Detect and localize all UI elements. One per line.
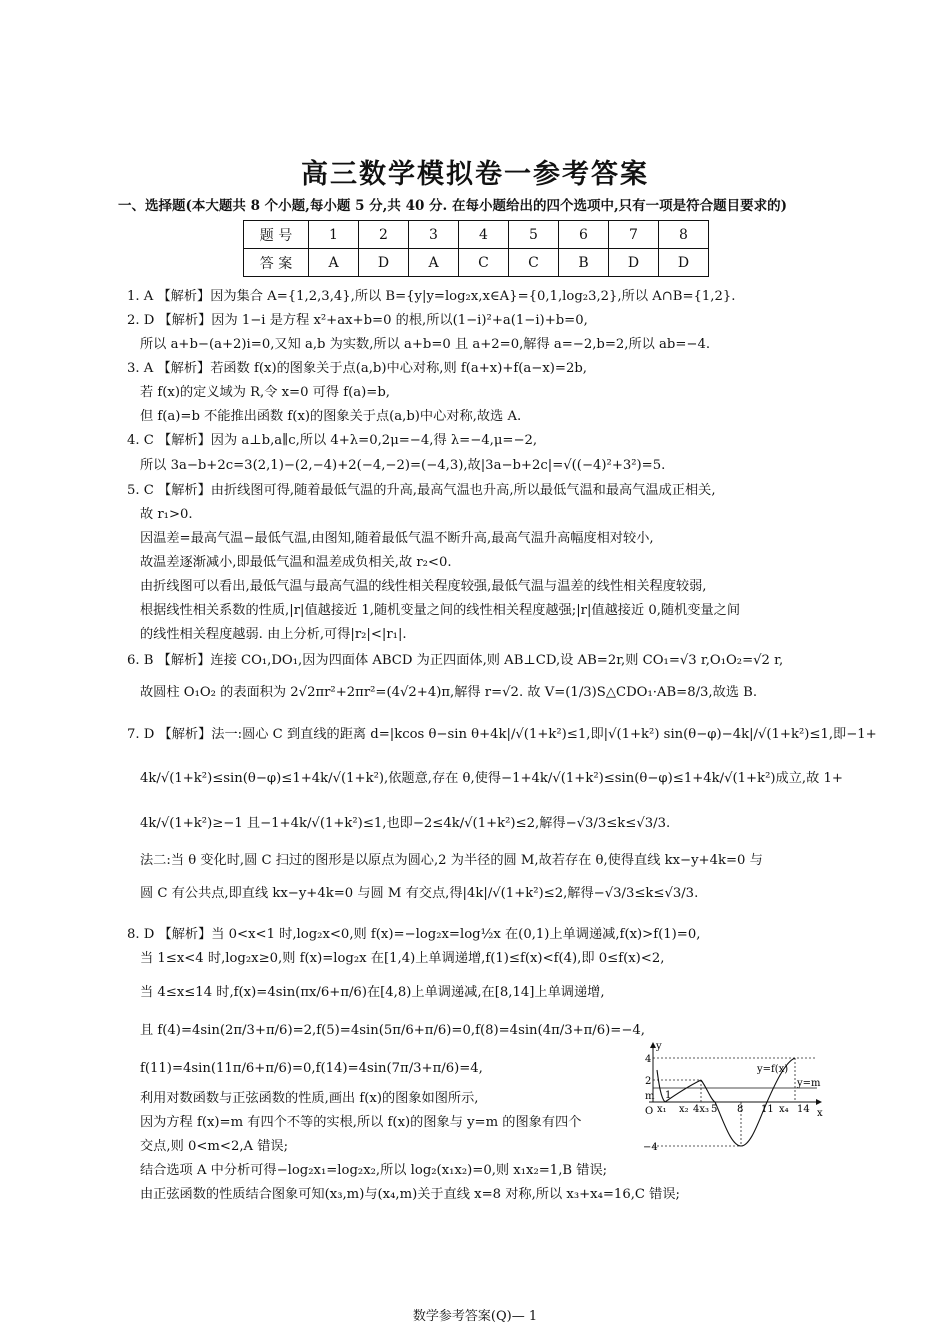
page-title: 高三数学模拟卷一参考答案 (301, 159, 649, 190)
solution-line: 2. D 【解析】因为 1−i 是方程 x²+ax+b=0 的根,所以(1−i)²+a(1−i)+b=0, (127, 313, 588, 328)
tick-label-x2: x₂ (679, 1104, 689, 1115)
table-cell: 6 (559, 221, 609, 249)
solution-line: 圆 C 有公共点,即直线 kx−y+4k=0 与圆 M 有交点,得|4k|/√(1+k²)≤2,解得−√3/3≤k≤√3/3. (140, 886, 699, 901)
tick-label-x1: x₁ (657, 1104, 667, 1115)
solution-line: 故圆柱 O₁O₂ 的表面积为 2√2πr²+2πr²=(4√2+4)π,解得 r=√2. 故 V=(1/3)S△CDO₁·AB=8/3,故选 B. (140, 685, 758, 700)
solution-line: 1. A 【解析】因为集合 A={1,2,3,4},所以 B={y|y=log₂x,x∈A}={0,1,log₂3,2},所以 A∩B={1,2}. (127, 289, 736, 304)
solution-line: 故温差逐渐减小,即最低气温和温差成负相关,故 r₂<0. (140, 555, 452, 570)
table-cell: D (359, 249, 409, 277)
table-cell: 3 (409, 221, 459, 249)
solution-line: 故 r₁>0. (140, 507, 193, 522)
solution-line: 利用对数函数与正弦函数的性质,画出 f(x)的图象如图所示, (140, 1091, 479, 1106)
axis-label-x: x (817, 1108, 823, 1119)
solution-line: 由正弦函数的性质结合图象可知(x₃,m)与(x₄,m)关于直线 x=8 对称,所以 x₃+x₄=16,C 错误; (140, 1187, 680, 1202)
tick-label-x3: 4x₃ (693, 1104, 710, 1115)
table-cell: 2 (359, 221, 409, 249)
solution-line: 5. C 【解析】由折线图可得,随着最低气温的升高,最高气温也升高,所以最低气温和最高气温成正相关, (127, 483, 716, 498)
solution-line: 若 f(x)的定义域为 R,令 x=0 可得 f(a)=b, (140, 385, 390, 400)
table-cell: D (659, 249, 709, 277)
origin-label: O (645, 1106, 654, 1117)
table-cell: B (559, 249, 609, 277)
table-row (244, 249, 709, 277)
function-graph-figure (643, 1040, 825, 1153)
table-cell: C (509, 249, 559, 277)
table-cell: 4 (459, 221, 509, 249)
tick-label-5: 5 (711, 1104, 718, 1115)
solution-line: 所以 3a−b+2c=3(2,1)−(2,−4)+2(−4,−2)=(−4,3),故|3a−b+2c|=√((−4)²+3²)=5. (140, 458, 666, 473)
answer-table (243, 220, 709, 277)
curve-label: y=f(x) (757, 1064, 789, 1075)
tick-label-neg4: −4 (643, 1142, 658, 1153)
solution-line: 由折线图可以看出,最低气温与最高气温的线性相关程度较强,最低气温与温差的线性相关程度较弱, (140, 579, 707, 594)
tick-label-14: 14 (797, 1104, 810, 1115)
solution-line: 当 1≤x<4 时,log₂x≥0,则 f(x)=log₂x 在[1,4)上单调递增,f(1)≤f(x)<f(4),即 0≤f(x)<2, (140, 951, 665, 966)
solution-line: 4k/√(1+k²)≤sin(θ−φ)≤1+4k/√(1+k²),依题意,存在 θ,使得−1+4k/√(1+k²)≤sin(θ−φ)≤1+4k/√(1+k²)成立,故 1+ (140, 771, 843, 786)
solution-line: 8. D 【解析】当 0<x<1 时,log₂x<0,则 f(x)=−log₂x=log½x 在(0,1)上单调递减,f(x)>f(1)=0, (127, 927, 701, 942)
line-label: y=m (797, 1078, 821, 1089)
solution-line: 4. C 【解析】因为 a⊥b,a∥c,所以 4+λ=0,2μ=−4,得 λ=−4,μ=−2, (127, 433, 538, 448)
tick-label-m: m (645, 1091, 655, 1102)
axis-label-y: y (656, 1041, 662, 1052)
solution-line: 6. B 【解析】连接 CO₁,DO₁,因为四面体 ABCD 为正四面体,则 AB⊥CD,设 AB=2r,则 CO₁=√3 r,O₁O₂=√2 r, (127, 653, 784, 668)
tick-label-4: 4 (645, 1054, 652, 1065)
solution-line: f(11)=4sin(11π/6+π/6)=0,f(14)=4sin(7π/3+π/6)=4, (140, 1061, 483, 1076)
solution-line: 且 f(4)=4sin(2π/3+π/6)=2,f(5)=4sin(5π/6+π/6)=0,f(8)=4sin(4π/3+π/6)=−4, (140, 1023, 645, 1038)
solution-line: 交点,则 0<m<2,A 错误; (140, 1139, 289, 1154)
section-heading: 一、选择题(本大题共 8 个小题,每小题 5 分,共 40 分. 在每小题给出的四个选项中,只有一项是符合题目要求的) (118, 198, 788, 214)
table-header-cell: 答 案 (244, 249, 309, 277)
table-cell: C (459, 249, 509, 277)
tick-label-11: 11 (761, 1104, 774, 1115)
table-cell: A (309, 249, 359, 277)
table-cell: 5 (509, 221, 559, 249)
tick-label-8: 8 (737, 1104, 744, 1115)
solution-line: 所以 a+b−(a+2)i=0,又知 a,b 为实数,所以 a+b=0 且 a+2=0,解得 a=−2,b=2,所以 ab=−4. (140, 337, 711, 352)
log-branch-decreasing (657, 1070, 665, 1102)
table-cell: 1 (309, 221, 359, 249)
solution-line: 法二:当 θ 变化时,圆 C 扫过的图形是以原点为圆心,2 为半径的圆 M,故若存在 θ,使得直线 kx−y+4k=0 与 (140, 853, 763, 868)
solution-line: 7. D 【解析】法一:圆心 C 到直线的距离 d=|kcos θ−sin θ+4k|/√(1+k²)≤1,即|√(1+k²) sin(θ−φ)−4k|/√(1+k²)≤1,即−1+ (127, 727, 877, 742)
solution-line: 但 f(a)=b 不能推出函数 f(x)的图象关于点(a,b)中心对称,故选 A. (140, 409, 522, 424)
solution-line: 因温差=最高气温−最低气温,由图知,随着最低气温不断升高,最高气温升高幅度相对较小, (140, 531, 654, 546)
solution-line: 当 4≤x≤14 时,f(x)=4sin(πx/6+π/6)在[4,8)上单调递减,在[8,14]上单调递增, (140, 985, 605, 1000)
solution-line: 因为方程 f(x)=m 有四个不等的实根,所以 f(x)的图象与 y=m 的图象有四个 (140, 1115, 582, 1130)
x-axis-arrow (816, 1099, 822, 1105)
table-cell: D (609, 249, 659, 277)
table-row (244, 221, 709, 249)
solution-line: 结合选项 A 中分析可得−log₂x₁=log₂x₂,所以 log₂(x₁x₂)=0,则 x₁x₂=1,B 错误; (140, 1163, 608, 1178)
table-cell: 8 (659, 221, 709, 249)
solution-line: 4k/√(1+k²)≥−1 且−1+4k/√(1+k²)≤1,也即−2≤4k/√(1+k²)≤2,解得−√3/3≤k≤√3/3. (140, 816, 671, 831)
solution-line: 3. A 【解析】若函数 f(x)的图象关于点(a,b)中心对称,则 f(a+x)+f(a−x)=2b, (127, 361, 587, 376)
solution-line: 根据线性相关系数的性质,|r|值越接近 1,随机变量之间的线性相关程度越强;|r|值越接近 0,随机变量之间 (140, 603, 741, 618)
tick-label-2: 2 (645, 1076, 652, 1087)
table-cell: A (409, 249, 459, 277)
tick-label-x4: x₄ (779, 1104, 789, 1115)
table-cell: 7 (609, 221, 659, 249)
tick-label-1: 1 (665, 1090, 672, 1101)
page-footer: 数学参考答案(Q)— 1 (412, 1309, 538, 1324)
table-header-cell: 题 号 (244, 221, 309, 249)
solution-line: 的线性相关程度越弱. 由上分析,可得|r₂|<|r₁|. (140, 627, 407, 642)
